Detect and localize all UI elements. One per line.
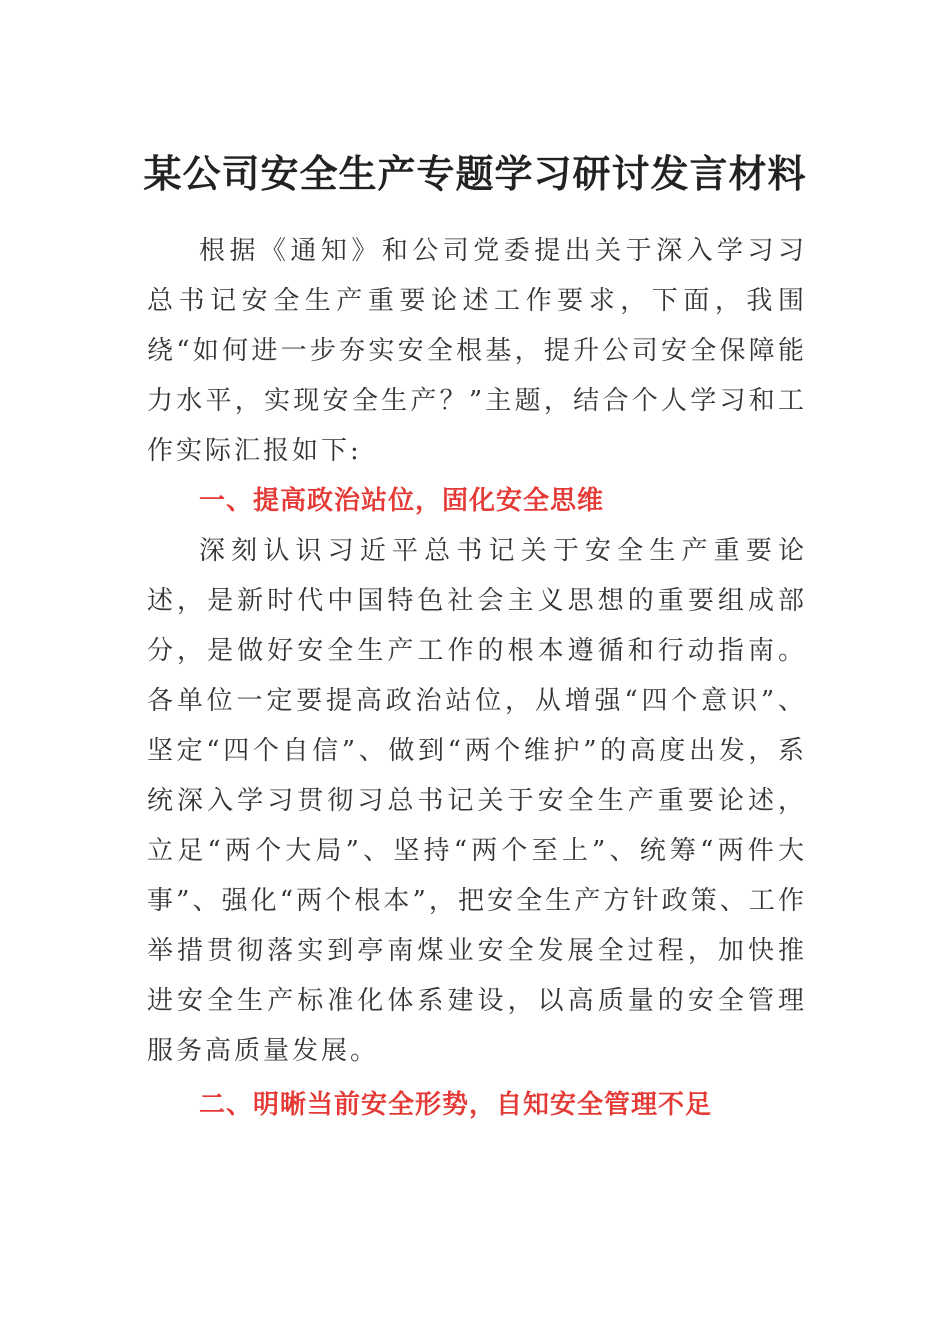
section-heading-2: 二、明晰当前安全形势，自知安全管理不足 (199, 1090, 713, 1120)
document-body (147, 226, 807, 1130)
section-heading-1: 一、提高政治站位，固化安全思维 (199, 486, 605, 516)
intro-paragraph: 根据《通知》和公司党委提出关于深入学习习总书记安全生产重要论述工作要求，下面，我围绕“如何进一步夯实安全根基，提升公司安全保障能力水平，实现安全生产？”主题，结合个人学习和工作实际汇报如下: (147, 236, 807, 466)
section-paragraph-1: 深刻认识习近平总书记关于安全生产重要论述，是新时代中国特色社会主义思想的重要组成部分，是做好安全生产工作的根本遵循和行动指南。各单位一定要提高政治站位，从增强“四个意识”、坚定“四个自信”、做到“两个维护”的高度出发，系统深入学习贯彻习总书记关于安全生产重要论述，立足“两个大局”、坚持“两个至上”、统筹“两件大事”、强化“两个根本”，把安全生产方针政策、工作举措贯彻落实到亭南煤业安全发展全过程，加快推进安全生产标准化体系建设，以高质量的安全管理服务高质量发展。 (147, 536, 807, 1066)
page-title: 某公司安全生产专题学习研讨发言材料 (143, 151, 807, 196)
